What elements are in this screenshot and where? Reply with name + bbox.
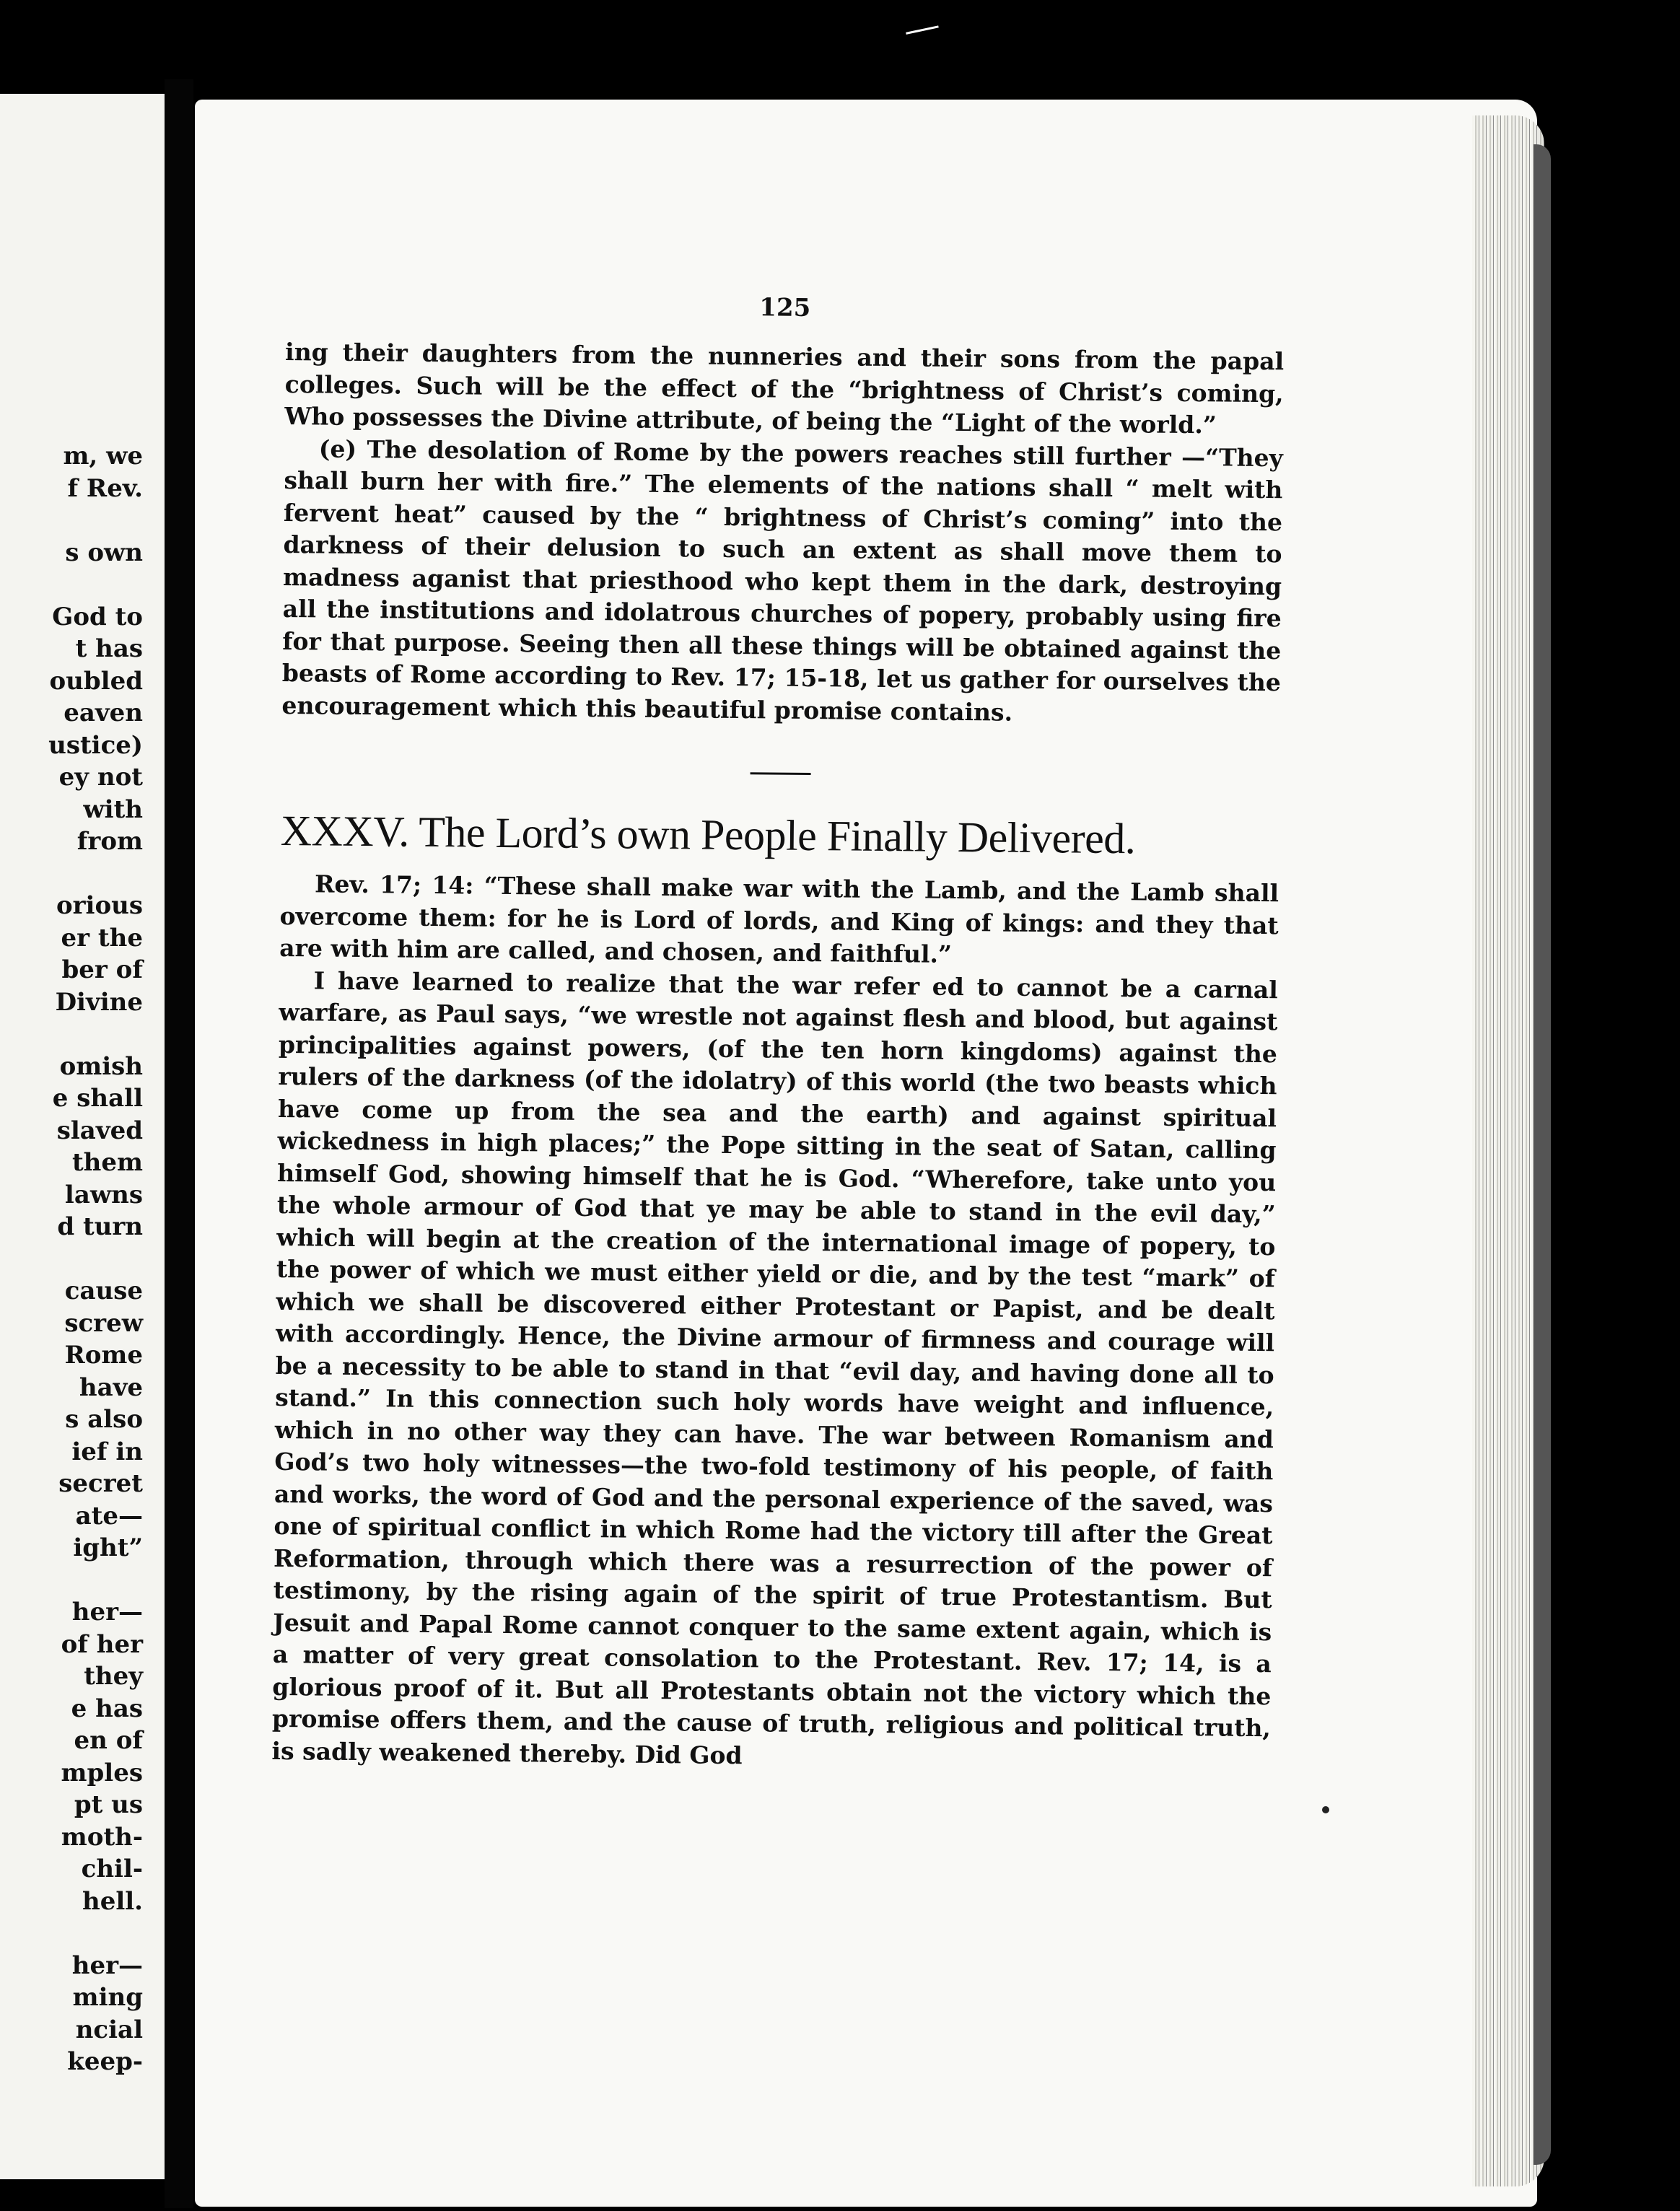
left-page-fragment: them <box>71 1148 143 1177</box>
left-page-fragment: omish <box>59 1051 143 1081</box>
ink-speck <box>1322 1806 1329 1813</box>
scripture-quote: Rev. 17; 14: “These shall make war with the Lamb, and the Lamb shall overcome them: for he is Lord of lords, and King of kings: and they that are with him are called, and chosen, and faithful.” <box>279 870 1279 968</box>
left-page-fragment: screw <box>64 1308 143 1338</box>
left-page-fragment: mples <box>61 1758 143 1787</box>
left-page-fragment: her— <box>71 1598 143 1626</box>
left-page-fragment: ight” <box>73 1533 143 1562</box>
left-page-fragment <box>0 1564 143 1597</box>
left-page-fragment: en of <box>74 1726 143 1755</box>
left-page-fragment: ustice) <box>48 730 143 760</box>
left-page-fragment: d turn <box>57 1212 143 1241</box>
left-page-fragment: ber of <box>61 955 143 984</box>
left-page-fragment: t has <box>75 634 143 663</box>
left-page-fragment: secret <box>58 1469 143 1498</box>
left-page-fragment: ncial <box>75 2015 143 2044</box>
left-page-fragment: with <box>83 794 143 824</box>
left-page-fragment <box>0 1243 143 1276</box>
paragraph-desolation-of-rome: (e) The desolation of Rome by the powers reaches still further —“They shall burn her with fire.” The elements of the nations shall “ melt with fervent heat” caused by the “ brightness of Christ’s coming” into the darkness of their delusion to such an extent as shall move them to madness aganist that priesthood who kept them in the dark, destroying all the institutions and idolatrous churches of popery, probably using fire for that purpose. Seeing then all these things will be obtained against the beasts of Rome according to Rev. 17; 15-18, let us gather for ourselves the encouragement which this beautiful promise contains. <box>281 434 1284 727</box>
left-page-fragment: cause <box>64 1277 143 1305</box>
left-page-fragment: Divine <box>55 987 143 1017</box>
left-page-fragment: hell. <box>82 1886 143 1916</box>
left-page-fragment <box>0 569 143 601</box>
left-page-fragment <box>0 1018 143 1051</box>
left-page-text-fragments <box>0 440 143 2078</box>
left-facing-page <box>0 94 165 2179</box>
scan-mark <box>906 25 940 41</box>
left-page-fragment: s own <box>65 538 143 567</box>
paragraph-war-of-the-lamb: I have learned to realize that the war refer ed to cannot be a carnal warfare, as Paul says, “we wrestle not against flesh and blood, but against principalities against powers, (of the ten horn kingdoms) against the rulers of the darkness (of the idolatry) of this world (the two beasts which have come up from the sea and the earth) and against spiritual wickedness in high places;” the Pope sitting in the seat of Satan, calling himself God, showing himself that he is God. “Wherefore, take unto you the whole armour of God that ye may be able to stand in the evil day,” which will begin at the creation of the international image of popery, to the power of which we must either yield or die, and by the test “mark” of which we shall be discovered either Protestant or Papist, and be dealt with accordingly. Hence, the Divine armour of firmness and courage will be a necessity to be able to stand in that “evil day, and having done all to stand.” In this connection such holy words have weight and influence, which in no other way they can have. The war between Romanism and God’s two holy witnesses—the two-fold testimony of his people, of faith and works, the word of God and the personal experience of the saved, was one of spiritual conflict in which Rome had the victory till after the Great Reformation, through which there was a resurrection of the power of testimony, by the rising again of the spirit of true Protestantism. But Jesuit and Papal Rome cannot conquer to the same extent again, which is a matter of very great consolation to the Protestant. Rev. 17; 14, is a glorious proof of it. But all Protestants obtain not the victory which the promise offers them, and the cause of truth, religious and political truth, is sadly weakened thereby. Did God <box>271 966 1278 1769</box>
left-page-fragment: chil- <box>81 1855 143 1883</box>
left-page-fragment: pt us <box>74 1790 143 1819</box>
page-number: 125 <box>759 293 811 323</box>
left-page-fragment: of her <box>61 1629 143 1659</box>
left-page-fragment: lawns <box>64 1180 143 1209</box>
left-page-fragment: Rome <box>64 1341 143 1370</box>
left-page-fragment: ief in <box>71 1437 143 1466</box>
page-edge-shadow <box>1534 144 1551 2165</box>
left-page-fragment: eaven <box>64 699 143 727</box>
section-divider <box>751 772 811 775</box>
left-page-fragment: moth- <box>61 1822 143 1852</box>
left-page-fragment: from <box>76 827 143 856</box>
left-page-fragment: ey not <box>58 763 143 792</box>
left-page-fragment: er the <box>61 923 143 953</box>
left-page-fragment <box>0 1917 143 1950</box>
page-text-block <box>271 289 1285 1777</box>
left-page-fragment: orious <box>56 891 143 920</box>
left-page-fragment: ate— <box>75 1501 143 1531</box>
left-page-fragment: s also <box>65 1405 143 1434</box>
left-page-fragment <box>0 504 143 537</box>
left-page-fragment: have <box>79 1372 143 1402</box>
left-page-fragment: slaved <box>56 1116 143 1145</box>
left-page-fragment: m, we <box>63 442 143 470</box>
left-page-fragment: f Rev. <box>67 473 143 503</box>
left-page-fragment: God to <box>52 602 143 631</box>
left-page-fragment: they <box>84 1662 143 1691</box>
left-page-fragment: her— <box>71 1951 143 1980</box>
paragraph-continuation: ing their daughters from the nunneries and their sons from the papal colleges. Such will be the effect of the “brightness of Christ’s coming, Who possesses the Divine attribute, of being the “Light of the world.” <box>284 337 1285 439</box>
left-page-fragment: e shall <box>52 1084 143 1113</box>
left-page-fragment: ming <box>72 1983 143 2012</box>
book-gutter <box>165 79 193 2208</box>
left-page-fragment: oubled <box>49 666 143 696</box>
left-page-fragment <box>0 858 143 890</box>
section-heading: XXXV. The Lord’s own People Finally Delivered. <box>280 806 1136 863</box>
left-page-fragment: keep- <box>67 2047 143 2076</box>
left-page-fragment: e has <box>71 1694 143 1723</box>
